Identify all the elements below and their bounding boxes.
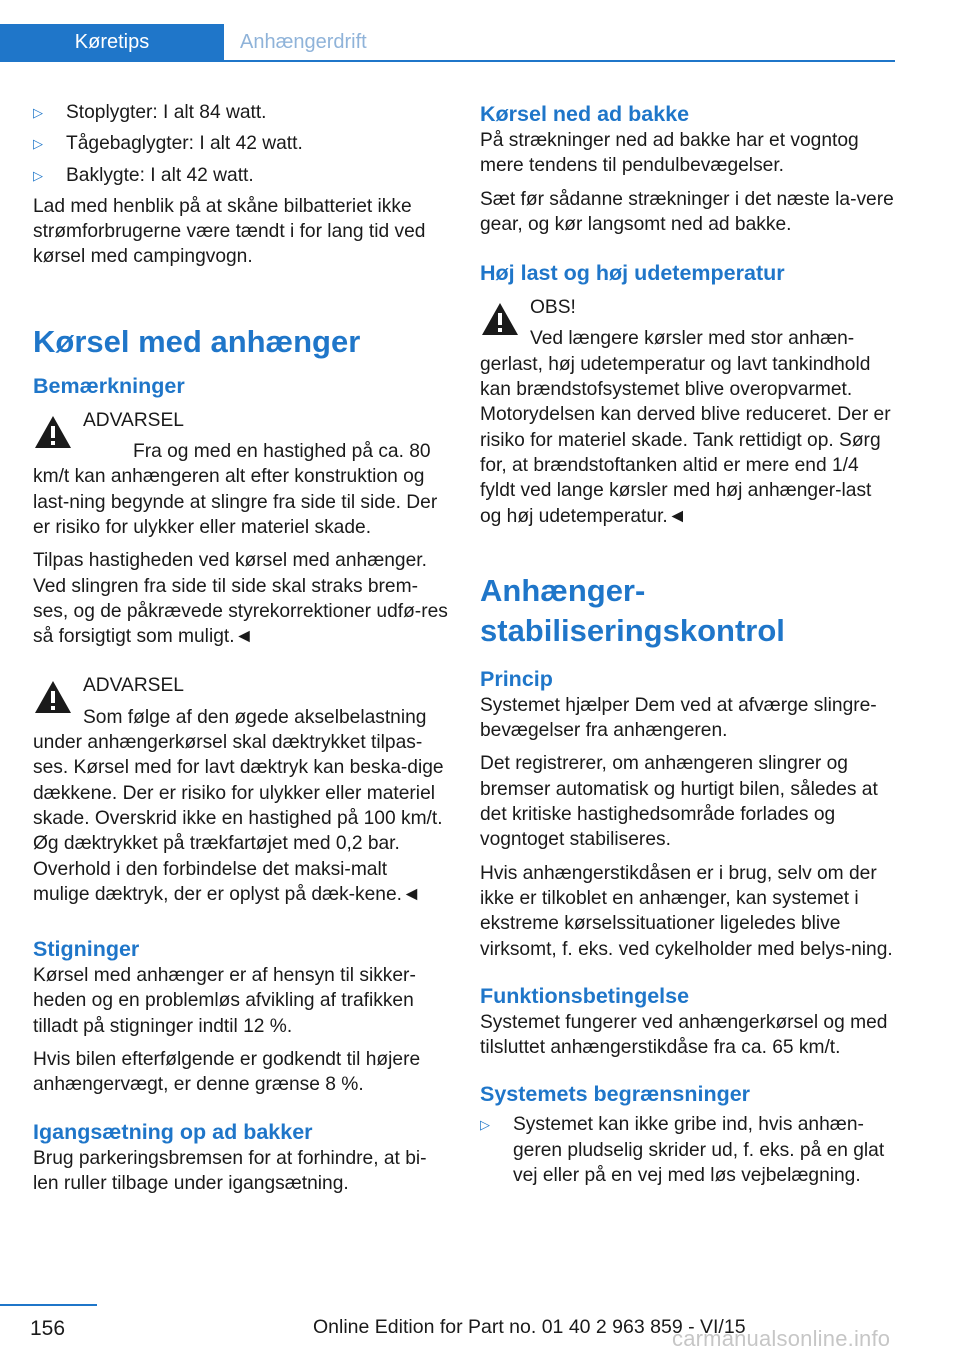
section-title-stabilisering [480, 571, 898, 651]
heading-princip: Princip [480, 666, 553, 691]
tab-anhaengerdrift[interactable]: Anhængerdrift [240, 30, 367, 53]
paragraph: På strækninger ned ad bakke har et vogntog mere tendens til pendulbevægelser. [480, 130, 859, 177]
section-title-line: stabiliseringskontrol [480, 612, 785, 648]
warning-triangle-icon [33, 679, 73, 715]
warning-triangle-icon [33, 414, 73, 450]
intro-paragraph: Lad med henblik på at skåne bilbatteriet ikke strømforbrugerne være tændt i for lang tid ved kørsel med campingvogn. [33, 195, 426, 268]
page-number: 156 [30, 1317, 66, 1340]
heading-hoj-last: Høj last og høj udetemperatur [480, 261, 785, 286]
watermark-text: carmanualsonline.info [672, 1326, 891, 1351]
paragraph: Systemet fungerer ved anhængerkørsel og med tilsluttet anhængerstikdåse fra ca. 65 km/t. [480, 1011, 888, 1059]
warning-title: ADVARSEL [83, 409, 184, 431]
paragraph: Sæt før sådanne strækninger i det næste la‐vere gear, og kør langsomt ned ad bakke. [480, 188, 894, 235]
heading-nedad: Kørsel ned ad bakke [480, 102, 690, 126]
heading-begraensninger: Systemets begrænsninger [480, 1082, 751, 1107]
warning-block [33, 408, 448, 540]
edition-text: Online Edition for Part no. 01 40 2 963 859 - VI/15 [313, 1316, 746, 1338]
footer-rule [0, 1304, 97, 1306]
list-item [33, 131, 448, 156]
tab-koeretips[interactable]: Køretips [0, 24, 224, 60]
warning-block [33, 673, 448, 907]
heading-stigninger: Stigninger [33, 937, 140, 962]
caution-block [480, 295, 898, 529]
list-item-text: Stoplygter: I alt 84 watt. [66, 102, 267, 123]
caution-text: Ved længere kørsler med stor anhæn‐gerlast, høj udetemperatur og lavt tankindhold kan brændstofsystemet blive overopvarmet. Motorydelsen kan derved blive reduceret. Der er risiko for materiel skade. Tank rettidigt op. Sørg for, at brændstoftanken altid er mere end 1/4 fyldt ved lange kørsler med høj anhænger‐last og høj udetemperatur.◄ [480, 328, 891, 527]
paragraph: Hvis bilen efterfølgende er godkendt til højere anhængervægt, er denne grænse 8 %. [33, 1049, 421, 1096]
list-item [480, 1112, 898, 1188]
heading-bemaerkninger: Bemærkninger [33, 373, 185, 398]
list-item [33, 100, 448, 125]
bullet-triangle-icon: ▷ [480, 1117, 490, 1133]
heading-funktionsbetingelse: Funktionsbetingelse [480, 983, 690, 1008]
warning-text-continued: Tilpas hastigheden ved kørsel med anhænger. Ved slingren fra side til side skal straks brem‐ses, og de påkrævede styrekorrektioner udfø‐res så forsigtigt som muligt.◄ [33, 550, 448, 648]
caution-title: OBS! [530, 297, 576, 319]
list-item-text: Tågebaglygter: I alt 42 watt. [66, 133, 303, 155]
paragraph: Brug parkeringsbremsen for at forhindre, at bi‐len ruller tilbage under igangsætning. [33, 1147, 427, 1194]
list-item [33, 163, 448, 188]
paragraph: Hvis anhængerstikdåsen er i brug, selv om der ikke er tilkoblet en anhænger, kan systemet i ekstreme kørselssituationer ligeledes blive virksomt, f. eks. ved cykelholder med belys‐ning. [480, 862, 893, 960]
section-title: Kørsel med anhænger [33, 323, 361, 359]
left-column [33, 100, 448, 1204]
heading-igangsaetning: Igangsætning op ad bakker [33, 1119, 313, 1144]
warning-title: ADVARSEL [83, 675, 184, 697]
paragraph: Systemet hjælper Dem ved at afværge slingre‐bevægelser fra anhængeren. [480, 694, 877, 742]
paragraph: Det registrerer, om anhængeren slingrer og bremser automatisk og hurtigt bilen, således at det kritiske hastighedsområde forlades og vogntoget stabiliseres. [480, 753, 878, 851]
list-item-text: Systemet kan ikke gribe ind, hvis anhæn‐geren pludselig skrider ud, f. eks. på en glat vej eller på en vej med løs vejbelægning. [513, 1114, 885, 1187]
bullet-triangle-icon: ▷ [33, 136, 43, 152]
warning-text: Som følge af den øgede akselbelastning under anhængerkørsel skal dæktrykket tilpas‐ses. Kørsel med for lavt dæktryk kan beska‐dige dækkene. Der er risiko for ulykker eller materiel skade. Overskrid ikke en hastighed på 100 km/t. Øg dæktrykket på trækfartøjet med 0,2 bar. Overhold i den forbindelse det maksi‐malt mulige dæktryk, der er oplyst på dæk‐kene.◄ [33, 706, 444, 905]
paragraph: Kørsel med anhænger er af hensyn til sikker‐heden og en problemløs afvikling af trafikken tilladt på stigninger indtil 12 %. [33, 965, 416, 1037]
warning-triangle-icon [480, 301, 520, 337]
section-title-line: Anhænger‐ [480, 572, 646, 608]
chapter-tabbar [0, 24, 895, 62]
list-item-text: Baklygte: I alt 42 watt. [66, 164, 254, 186]
header-rule [0, 60, 895, 62]
warning-text: Fra og med en hastighed på ca. 80 km/t kan anhængeren alt efter konstruktion og last‐ning begynde at slingre fra side til side. Der er risiko for ulykker eller materiel skade. [33, 441, 438, 538]
bullet-triangle-icon: ▷ [33, 167, 43, 183]
bullet-triangle-icon: ▷ [33, 105, 43, 120]
right-column [480, 100, 898, 1194]
